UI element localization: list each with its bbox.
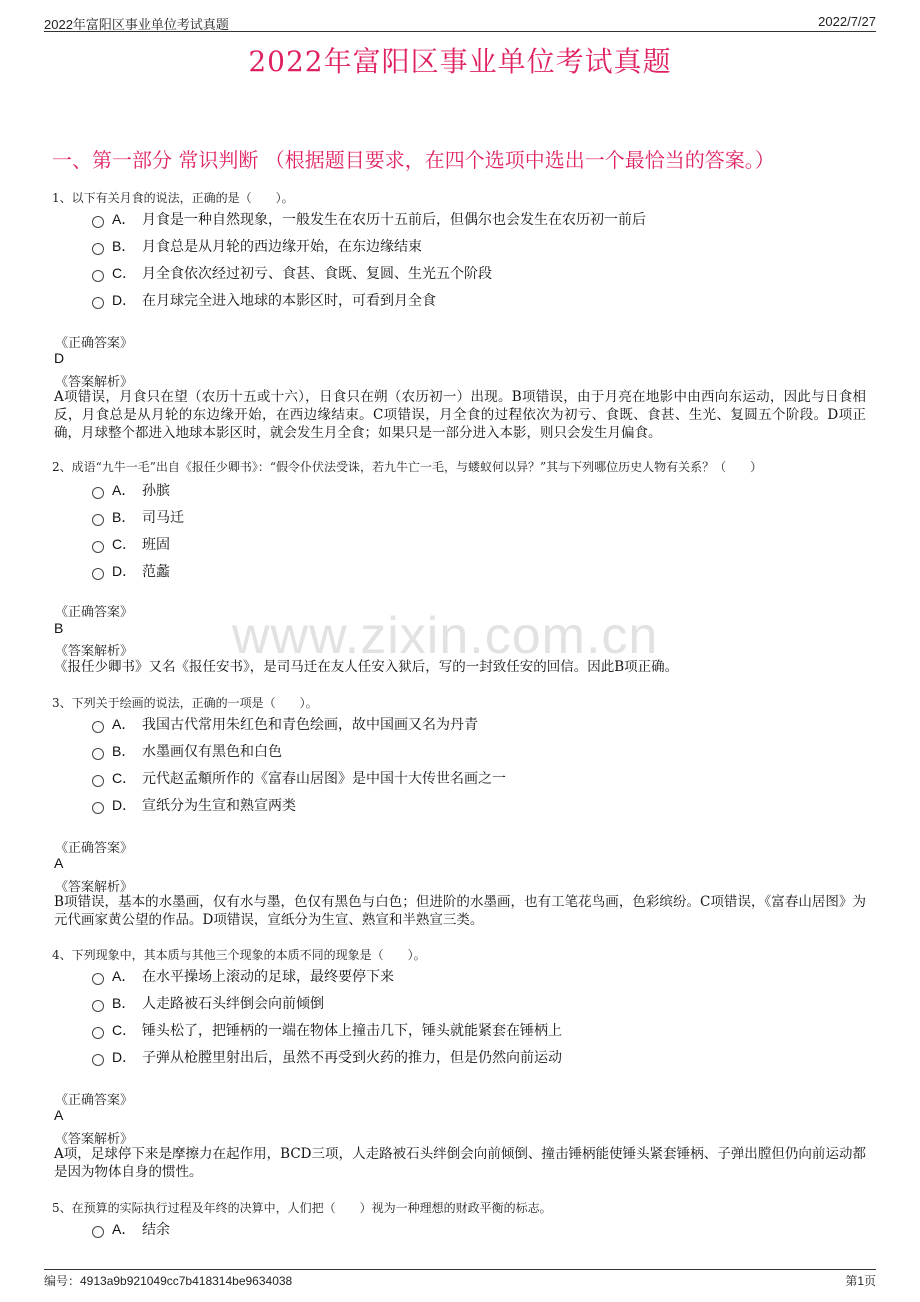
option-text: 子弹从枪膛里射出后，虽然不再受到火药的推力，但是仍然向前运动	[142, 1050, 562, 1066]
page-title: 2022年富阳区事业单位考试真题	[248, 45, 672, 78]
option-text: 范蠡	[142, 564, 170, 580]
option-d[interactable]	[92, 290, 436, 310]
correct-answer: B	[54, 620, 64, 636]
explanation-text: A项错误，月食只在望（农历十五或十六），日食只在朔（农历初一）出现。B项错误，由于月亮在地影中由西向东运动，因此与日食相反，月食总是从月轮的东边缘开始，在西边缘结束。C项错误，月全食的过程依次为初亏、食既、食甚、生光、复圆五个阶段。D项正确，月球整个都进入地球本影区时，就会发生月全食；如果只是一部分进入本影，则只会发生月偏食。	[54, 389, 866, 441]
option-letter: D．	[112, 797, 137, 813]
section-heading: 一、第一部分 常识判断 （根据题目要求，在四个选项中选出一个最恰当的答案。）	[52, 148, 775, 172]
option-text: 结余	[142, 1222, 170, 1238]
option-text: 月食是一种自然现象，一般发生在农历十五前后，但偶尔也会发生在农历初一前后	[142, 212, 646, 228]
radio-icon[interactable]	[92, 1027, 104, 1039]
question-stem: 4、下列现象中，其本质与其他三个现象的本质不同的现象是（ ）。	[52, 948, 426, 962]
option-d[interactable]	[92, 561, 170, 581]
option-b[interactable]	[92, 741, 282, 761]
option-text: 锤头松了，把锤柄的一端在物体上撞击几下，锤头就能紧套在锤柄上	[142, 1023, 562, 1039]
option-b[interactable]	[92, 993, 324, 1013]
footer-document-id: 编号：4913a9b921049cc7b418314be9634038	[44, 1274, 293, 1288]
option-letter: D．	[112, 292, 137, 308]
option-text: 司马迁	[142, 510, 184, 526]
option-c[interactable]	[92, 1020, 562, 1040]
explanation-label: 《答案解析》	[55, 1132, 134, 1147]
radio-icon[interactable]	[92, 748, 104, 760]
option-letter: A．	[112, 1221, 136, 1237]
radio-icon[interactable]	[92, 775, 104, 787]
option-letter: B．	[112, 743, 136, 759]
radio-icon[interactable]	[92, 802, 104, 814]
radio-icon[interactable]	[92, 1226, 104, 1238]
correct-answer: D	[54, 350, 65, 366]
option-text: 在月球完全进入地球的本影区时，可看到月全食	[142, 293, 436, 309]
question-stem: 1、以下有关月食的说法，正确的是（ ）。	[52, 191, 294, 205]
option-letter: D．	[112, 563, 137, 579]
option-letter: D．	[112, 1049, 137, 1065]
radio-icon[interactable]	[92, 541, 104, 553]
option-text: 班固	[142, 537, 170, 553]
answer-label: 《正确答案》	[55, 336, 134, 351]
explanation-label: 《答案解析》	[55, 375, 134, 390]
explanation-text: 《报任少卿书》又名《报任安书》，是司马迁在友人任安入狱后，写的一封致任安的回信。因此B项正确。	[54, 659, 679, 675]
option-a[interactable]	[92, 714, 478, 734]
page-header	[44, 12, 876, 32]
radio-icon[interactable]	[92, 1000, 104, 1012]
watermark: www.zixin.com.cn	[232, 607, 659, 665]
radio-icon[interactable]	[92, 514, 104, 526]
option-a[interactable]	[92, 209, 646, 229]
option-b[interactable]	[92, 507, 184, 527]
radio-icon[interactable]	[92, 297, 104, 309]
explanation-text: A项，足球停下来是摩擦力在起作用，BCD三项，人走路被石头绊倒会向前倾倒、撞击锤柄能使锤头紧套锤柄、子弹出膛但仍向前运动都是因为物体自身的惯性。	[54, 1146, 866, 1180]
option-letter: C．	[112, 770, 137, 786]
option-c[interactable]	[92, 534, 170, 554]
header-doc-title: 2022年富阳区事业单位考试真题	[44, 17, 229, 32]
explanation-label: 《答案解析》	[55, 880, 134, 895]
option-text: 孙膑	[142, 483, 170, 499]
option-a[interactable]	[92, 1219, 170, 1239]
option-text: 水墨画仅有黑色和白色	[142, 744, 282, 760]
option-d[interactable]	[92, 1047, 562, 1067]
option-text: 宣纸分为生宣和熟宣两类	[142, 798, 296, 814]
option-text: 月食总是从月轮的西边缘开始，在东边缘结束	[142, 239, 422, 255]
option-letter: A．	[112, 716, 136, 732]
option-c[interactable]	[92, 263, 492, 283]
radio-icon[interactable]	[92, 568, 104, 580]
header-date: 2022/7/27	[818, 14, 876, 29]
footer-page-number: 第1页	[845, 1274, 876, 1288]
radio-icon[interactable]	[92, 721, 104, 733]
option-text: 在水平操场上滚动的足球，最终要停下来	[142, 969, 394, 985]
explanation-text: B项错误，基本的水墨画，仅有水与墨，色仅有黑色与白色；但进阶的水墨画，也有工笔花鸟画，色彩缤纷。C项错误，《富春山居图》为元代画家黄公望的作品。D项错误，宣纸分为生宣、熟宣和半熟宣三类。	[54, 894, 866, 928]
option-letter: B．	[112, 509, 136, 525]
correct-answer: A	[54, 1107, 64, 1123]
explanation-label: 《答案解析》	[55, 644, 134, 659]
option-text: 月全食依次经过初亏、食甚、食既、复圆、生光五个阶段	[142, 266, 492, 282]
question-stem: 2、成语“九牛一毛”出自《报任少卿书》：“假令仆伏法受诛，若九牛亡一毛，与蝼蚁何以异？”其与下列哪位历史人物有关系？（ ）	[52, 460, 763, 474]
question-stem: 3、下列关于绘画的说法，正确的一项是（ ）。	[52, 696, 318, 710]
radio-icon[interactable]	[92, 1054, 104, 1066]
radio-icon[interactable]	[92, 243, 104, 255]
option-letter: A．	[112, 968, 136, 984]
option-letter: B．	[112, 238, 136, 254]
option-letter: C．	[112, 536, 137, 552]
option-text: 人走路被石头绊倒会向前倾倒	[142, 996, 324, 1012]
radio-icon[interactable]	[92, 973, 104, 985]
option-letter: C．	[112, 265, 137, 281]
option-c[interactable]	[92, 768, 506, 788]
option-b[interactable]	[92, 236, 422, 256]
correct-answer: A	[54, 855, 64, 871]
option-text: 元代赵孟頫所作的《富春山居图》是中国十大传世名画之一	[142, 771, 506, 787]
radio-icon[interactable]	[92, 270, 104, 282]
answer-label: 《正确答案》	[55, 605, 134, 620]
option-a[interactable]	[92, 966, 394, 986]
option-d[interactable]	[92, 795, 296, 815]
footer-divider	[44, 1269, 876, 1270]
option-letter: A．	[112, 482, 136, 498]
answer-label: 《正确答案》	[55, 1093, 134, 1108]
option-letter: B．	[112, 995, 136, 1011]
option-letter: C．	[112, 1022, 137, 1038]
radio-icon[interactable]	[92, 487, 104, 499]
header-divider	[44, 31, 876, 32]
question-stem: 5、在预算的实际执行过程及年终的决算中，人们把（ ）视为一种理想的财政平衡的标志。	[52, 1201, 552, 1215]
answer-label: 《正确答案》	[55, 841, 134, 856]
radio-icon[interactable]	[92, 216, 104, 228]
option-letter: A．	[112, 211, 136, 227]
option-a[interactable]	[92, 480, 170, 500]
option-text: 我国古代常用朱红色和青色绘画，故中国画又名为丹青	[142, 717, 478, 733]
